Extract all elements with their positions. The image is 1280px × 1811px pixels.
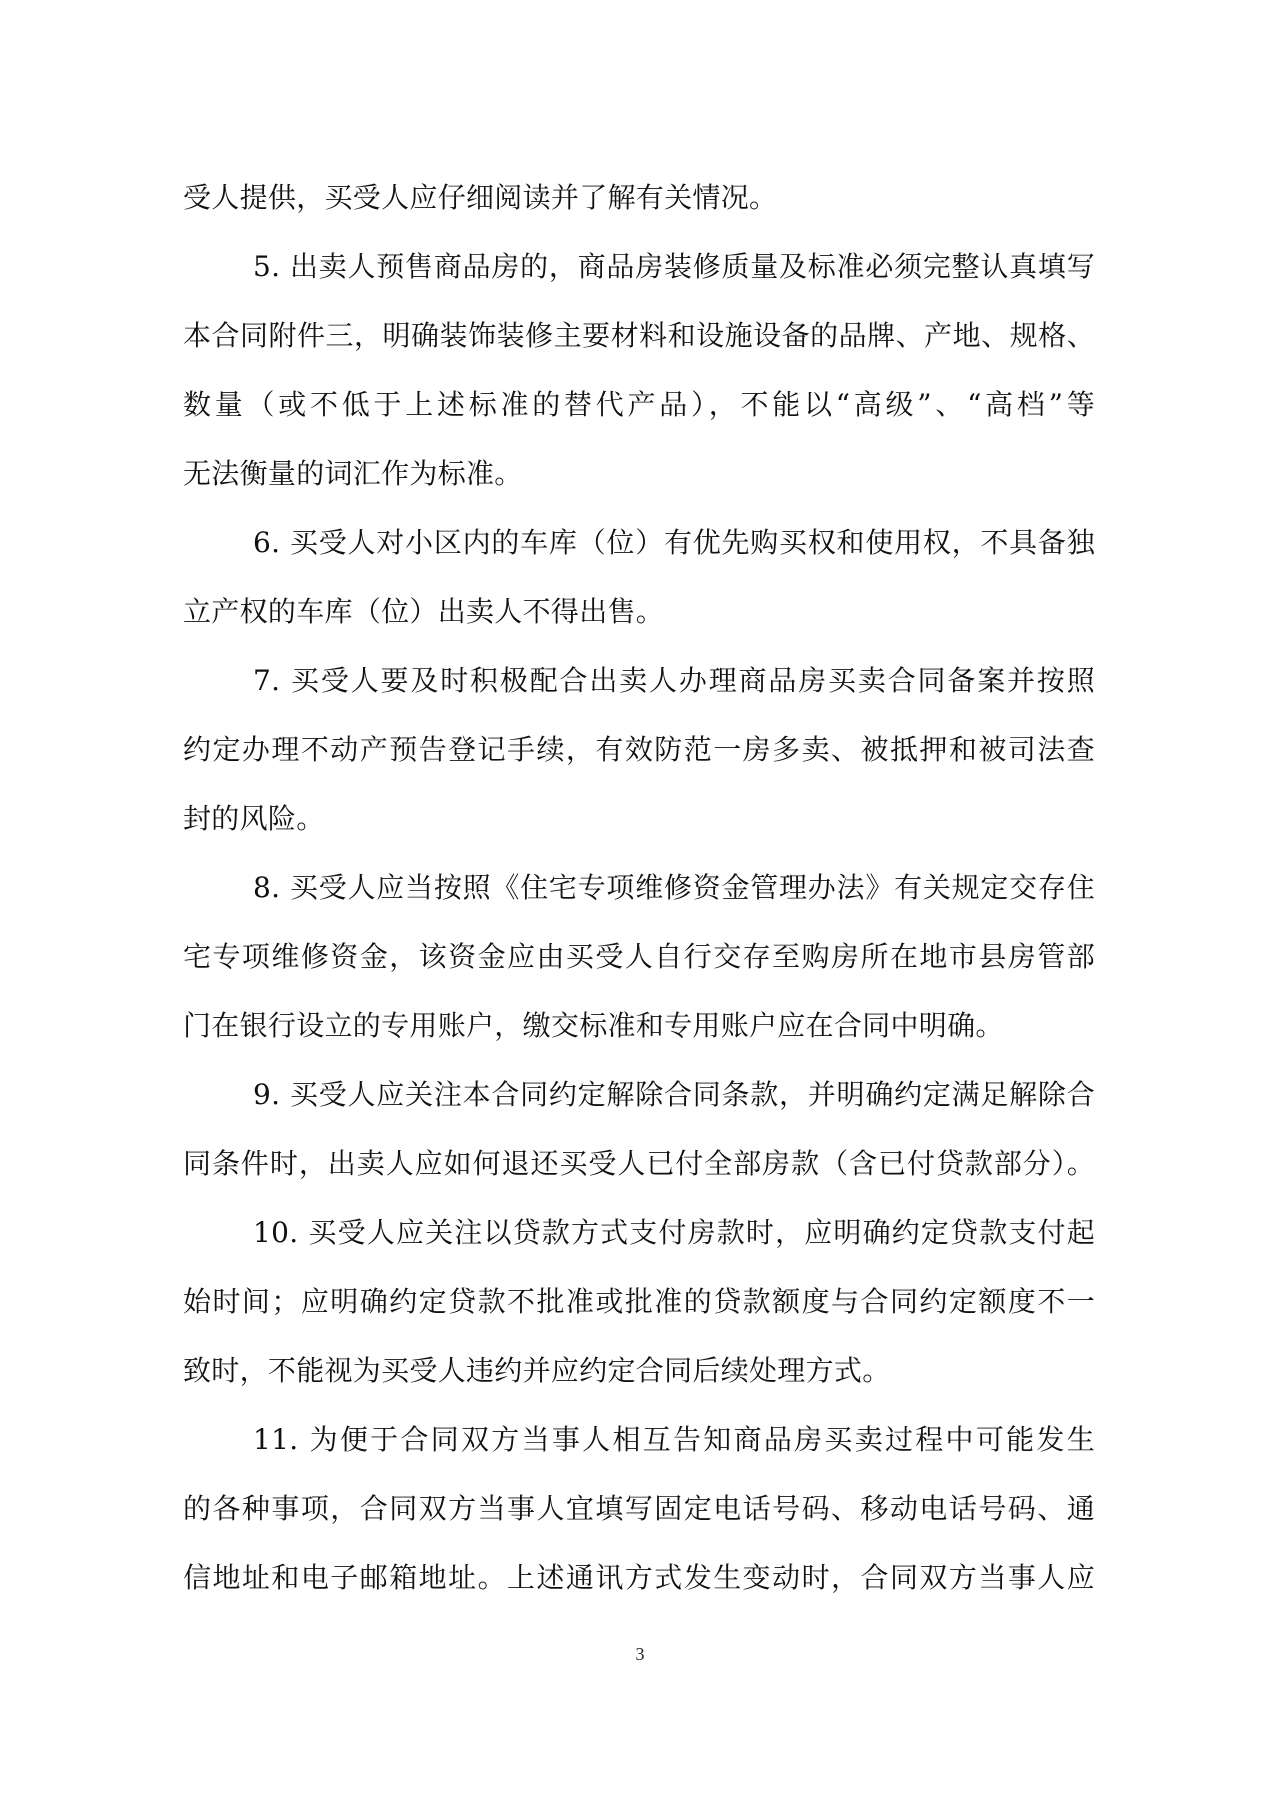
paragraph-11-line: 的各种事项，合同双方当事人宜填写固定电话号码、移动电话号码、通: [183, 1492, 1095, 1525]
paragraph-5-line: 无法衡量的词汇作为标准。: [183, 457, 523, 490]
paragraph-6-line: 立产权的车库（位）出卖人不得出售。: [183, 595, 665, 628]
document-body: [183, 163, 1095, 1612]
paragraph-10-line: 致时，不能视为买受人违约并应约定合同后续处理方式。: [183, 1354, 891, 1387]
paragraph-10-line: 10. 买受人应关注以贷款方式支付房款时，应明确约定贷款支付起: [253, 1216, 1095, 1249]
paragraph-9-line: 9. 买受人应关注本合同约定解除合同条款，并明确约定满足解除合: [253, 1078, 1095, 1111]
paragraph-5-line: 本合同附件三，明确装饰装修主要材料和设施设备的品牌、产地、规格、: [183, 319, 1095, 352]
paragraph-11-line: 11. 为便于合同双方当事人相互告知商品房买卖过程中可能发生: [253, 1423, 1095, 1456]
paragraph-5-line: 5. 出卖人预售商品房的，商品房装修质量及标准必须完整认真填写: [253, 250, 1095, 283]
text-line: 受人提供，买受人应仔细阅读并了解有关情况。: [183, 181, 778, 214]
paragraph-8-line: 门在银行设立的专用账户，缴交标准和专用账户应在合同中明确。: [183, 1009, 1004, 1042]
paragraph-8-line: 宅专项维修资金，该资金应由买受人自行交存至购房所在地市县房管部: [183, 940, 1095, 973]
page-number: 3: [635, 1644, 645, 1664]
paragraph-6-line: 6. 买受人对小区内的车库（位）有优先购买权和使用权，不具备独: [253, 526, 1095, 559]
paragraph-9-line: 同条件时，出卖人应如何退还买受人已付全部房款（含已付贷款部分）。: [183, 1147, 1095, 1180]
paragraph-8-line: 8. 买受人应当按照《住宅专项维修资金管理办法》有关规定交存住: [253, 871, 1095, 904]
paragraph-5-line: 数量（或不低于上述标准的替代产品），不能以“高级”、“高档”等: [183, 388, 1095, 421]
paragraph-7-line: 约定办理不动产预告登记手续，有效防范一房多卖、被抵押和被司法查: [183, 733, 1095, 766]
paragraph-11-line: 信地址和电子邮箱地址。上述通讯方式发生变动时，合同双方当事人应: [183, 1561, 1095, 1594]
paragraph-7-line: 7. 买受人要及时积极配合出卖人办理商品房买卖合同备案并按照: [253, 664, 1095, 697]
paragraph-7-line: 封的风险。: [183, 802, 325, 835]
paragraph-10-line: 始时间；应明确约定贷款不批准或批准的贷款额度与合同约定额度不一: [183, 1285, 1095, 1318]
